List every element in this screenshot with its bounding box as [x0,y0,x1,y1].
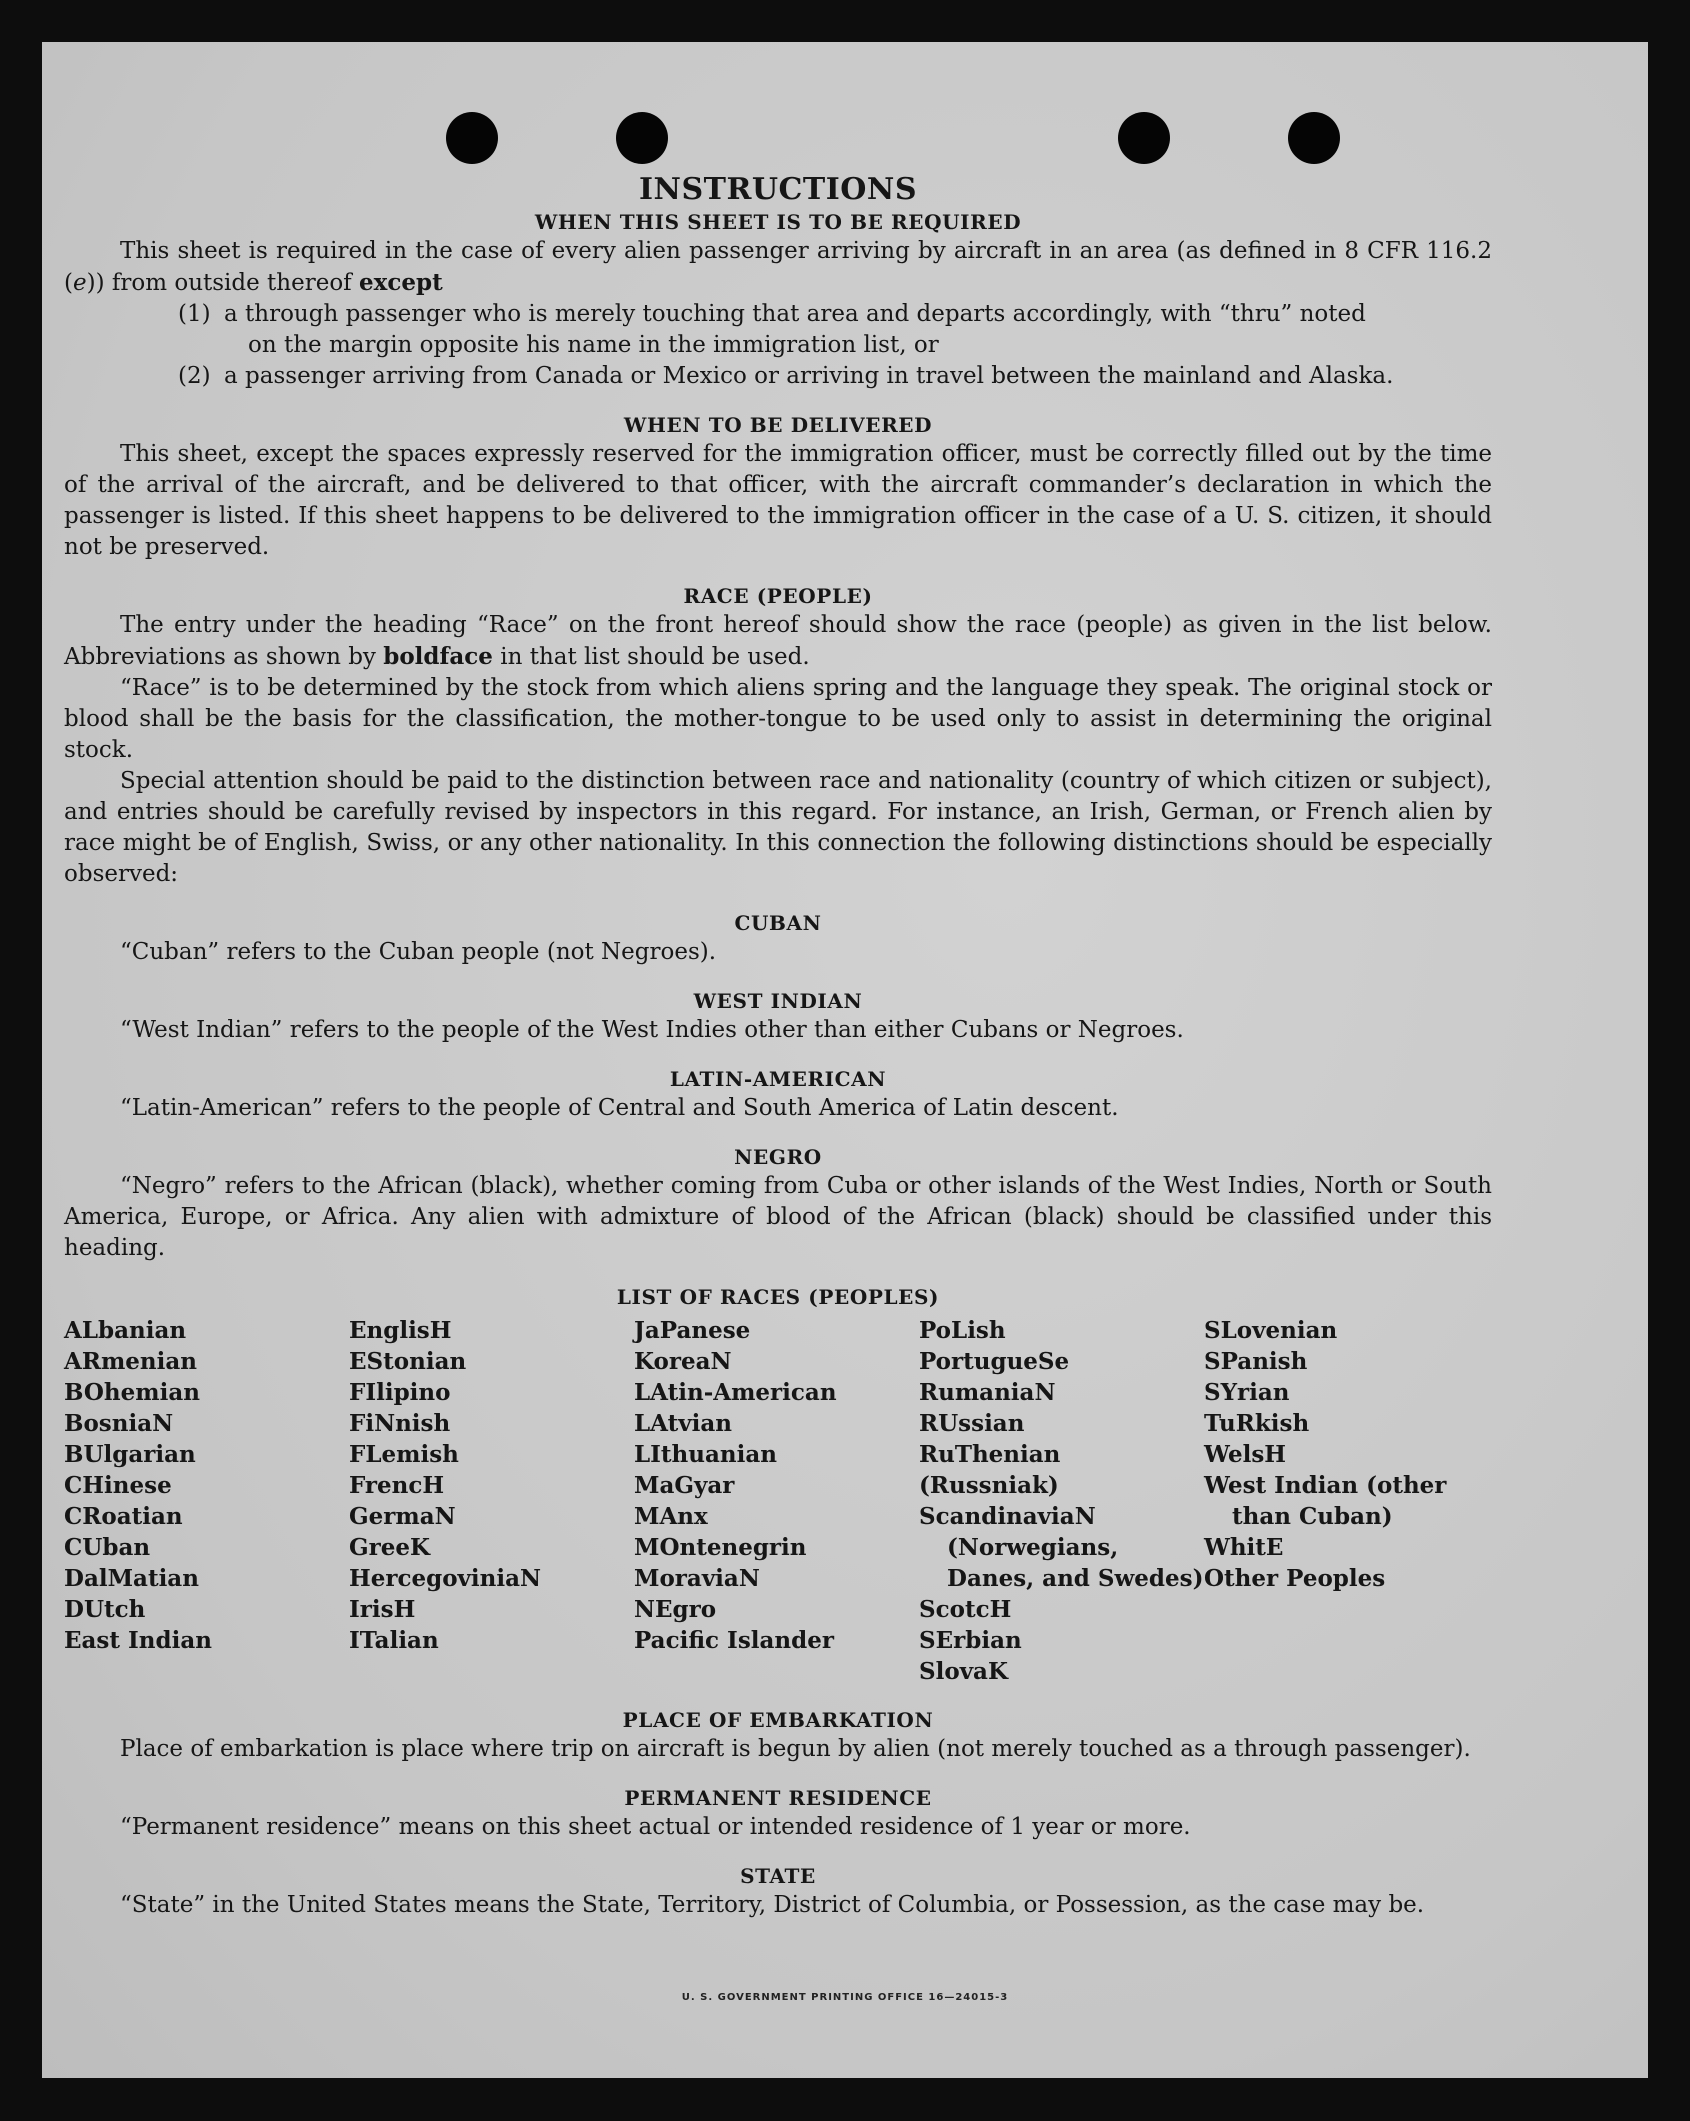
race-entry: SYrian [1204,1379,1290,1406]
race-entry: ARmenian [64,1348,198,1375]
race-entry: BosniaN [64,1410,174,1437]
section-heading-residence: PERMANENT RESIDENCE [624,1786,932,1810]
race-entry: RumaniaN [919,1379,1056,1406]
race-paragraph: The entry under the heading “Race” on the front hereof should show the race (people) as given in the list below. Abbreviations as shown by boldface in that list should be used. [64,612,1492,670]
race-entry: ScandinaviaN (Norwegians, Danes, and Swedes) [919,1503,1204,1592]
race-entry: PortugueSe [919,1348,1070,1375]
race-entry: CHinese [64,1472,172,1499]
race-column [349,1315,634,1687]
race-entry: KoreaN [634,1348,732,1375]
race-entry: WelsH [1204,1441,1287,1468]
document-page [42,42,1648,2078]
section-heading-when-required: WHEN THIS SHEET IS TO BE REQUIRED [534,210,1022,234]
section-heading-list-of-races: LIST OF RACES (PEOPLES) [616,1285,940,1309]
race-entry: PoLish [919,1317,1006,1344]
west-indian-text: “West Indian” refers to the people of the West Indies other than either Cubans or Negroes. [120,1017,1184,1043]
state-text: “State” in the United States means the State, Territory, District of Columbia, or Possession, as the case may be. [120,1892,1425,1918]
race-entry: RUssian [919,1410,1025,1437]
race-entry: Other Peoples [1204,1565,1386,1592]
race-entry: West Indian (other than Cuban) [1204,1472,1447,1530]
section-heading-race: RACE (PEOPLE) [683,584,873,608]
race-entry: HercegoviniaN [349,1565,542,1592]
embarkation-text: Place of embarkation is place where trip on aircraft is begun by alien (not merely touched as a through passenger). [120,1736,1471,1762]
page-title: INSTRUCTIONS [639,172,917,207]
race-column [919,1315,1204,1687]
race-entry: SPanish [1204,1348,1308,1375]
race-entry: East Indian [64,1627,212,1654]
race-entry: MOntenegrin [634,1534,807,1561]
race-entry: FiNnish [349,1410,451,1437]
negro-text: “Negro” refers to the African (black), whether coming from Cuba or other islands of the West Indies, North or South America, Europe, or Africa. Any alien with admixture of blood of the African (black) should be classified under this heading. [64,1173,1492,1261]
section-heading-negro: NEGRO [734,1145,822,1169]
race-entry: DalMatian [64,1565,199,1592]
section-heading-cuban: CUBAN [734,911,822,935]
instructions-content [64,132,1492,1921]
race-entry: JaPanese [634,1317,751,1344]
section-heading-latin-american: LATIN-AMERICAN [669,1067,887,1091]
race-entry: MAnx [634,1503,708,1530]
exception-item: (2) a passenger arriving from Canada or Mexico or arriving in travel between the mainland and Alaska. [178,363,1394,389]
race-paragraph: “Race” is to be determined by the stock from which aliens spring and the language they speak. The original stock or blood shall be the basis for the classification, the mother-tongue to be used only to assist in determining the original stock. [64,675,1492,763]
race-entry: FIlipino [349,1379,451,1406]
race-entry: BOhemian [64,1379,200,1406]
race-list [64,1315,1492,1687]
race-entry: GermaN [349,1503,456,1530]
race-entry: FLemish [349,1441,459,1468]
race-entry: ITalian [349,1627,439,1654]
race-entry: CUban [64,1534,151,1561]
race-entry: SErbian [919,1627,1022,1654]
race-entry: FrencH [349,1472,445,1499]
race-entry: ScotcH [919,1596,1012,1623]
race-entry: Pacific Islander [634,1627,834,1654]
race-entry: SlovaK [919,1658,1008,1685]
race-column [634,1315,919,1687]
latin-american-text: “Latin-American” refers to the people of Central and South America of Latin descent. [120,1095,1119,1121]
race-entry: GreeK [349,1534,431,1561]
when-required-intro: This sheet is required in the case of every alien passenger arriving by aircraft in an area (as defined in 8 CFR 116.2 (e)) from outside thereof except [64,238,1492,296]
exception-item: (1) a through passenger who is merely touching that area and departs accordingly, with “thru” noted on the margin opposite his name in the immigration list, or [178,301,1366,358]
section-heading-embarkation: PLACE OF EMBARKATION [622,1708,934,1732]
residence-text: “Permanent residence” means on this sheet actual or intended residence of 1 year or more. [120,1814,1191,1840]
race-entry: EnglisH [349,1317,452,1344]
race-entry: SLovenian [1204,1317,1338,1344]
cuban-text: “Cuban” refers to the Cuban people (not Negroes). [120,939,717,965]
race-column [64,1315,349,1687]
race-paragraph: Special attention should be paid to the distinction between race and nationality (country of which citizen or subject), and entries should be carefully revised by inspectors in this regard. For instance, an Irish, German, or French alien by race might be of English, Swiss, or any other nationality. In this connection the following distinctions should be especially observed: [64,768,1492,887]
race-entry: LAtvian [634,1410,732,1437]
race-entry: RuThenian (Russniak) [919,1441,1061,1499]
race-entry: LIthuanian [634,1441,777,1468]
race-entry: IrisH [349,1596,416,1623]
section-heading-state: STATE [740,1864,816,1888]
when-delivered-text: This sheet, except the spaces expressly reserved for the immigration officer, must be correctly filled out by the time of the arrival of the aircraft, and be delivered to that officer, with the aircraft commander’s declaration in which the passenger is listed. If this sheet happens to be delivered to the immigration officer in the case of a U. S. citizen, it should not be preserved. [64,441,1492,560]
race-entry: NEgro [634,1596,717,1623]
race-entry: LAtin-American [634,1379,837,1406]
race-entry: DUtch [64,1596,146,1623]
race-entry: EStonian [349,1348,467,1375]
race-column [1204,1315,1492,1687]
race-entry: WhitE [1204,1534,1284,1561]
section-heading-west-indian: WEST INDIAN [693,989,863,1013]
section-heading-when-delivered: WHEN TO BE DELIVERED [623,413,933,437]
race-entry: MoraviaN [634,1565,760,1592]
printer-imprint: U. S. GOVERNMENT PRINTING OFFICE 16—24015-3 [681,1992,1009,2003]
race-entry: MaGyar [634,1472,735,1499]
race-entry: CRoatian [64,1503,183,1530]
race-entry: BUlgarian [64,1441,196,1468]
race-entry: ALbanian [64,1317,187,1344]
race-entry: TuRkish [1204,1410,1310,1437]
